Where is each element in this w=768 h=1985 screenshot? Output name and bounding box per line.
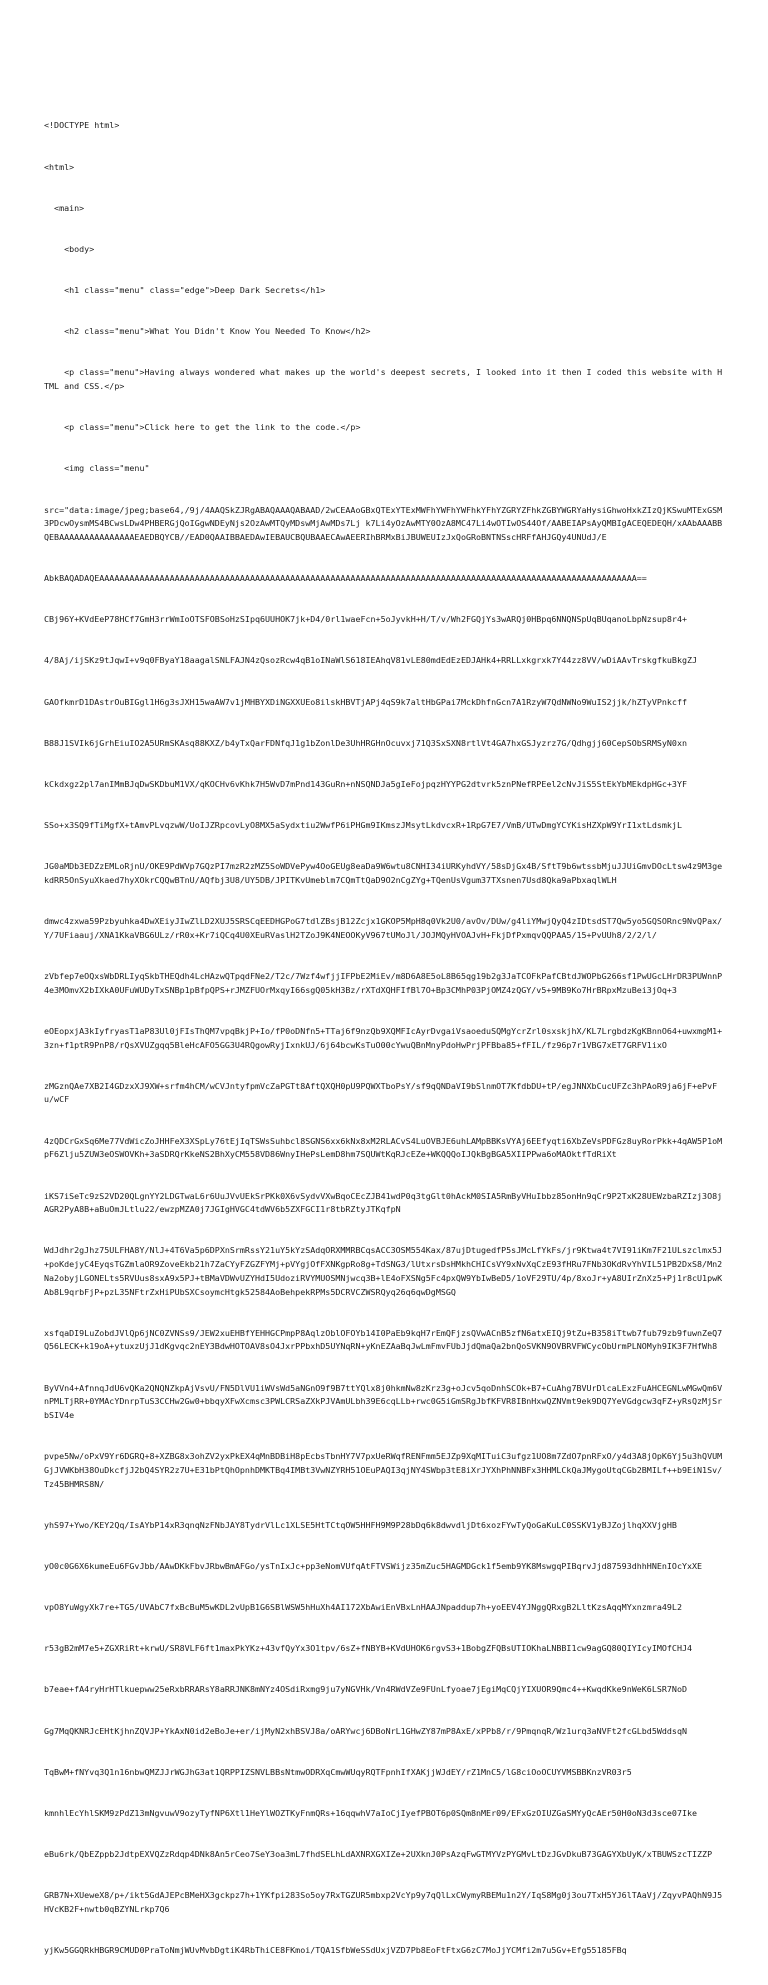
code-line: yhS97+Ywo/KEY2Qq/IsAYbP14xR3qnqNzFNbJAY8TydrVlLc1XLSE5HtTCtqOW5HHFH9M9P28bDq6k8dwvdljDt6xozFYwTyQoGaKuLC0SSKV1yBJZojlhqXXVjgHB	[44, 1519, 677, 1530]
code-line: vpO8YuWgyXk7re+TG5/UVAbC7fxBcBuM5wKDL2vUpB1G6SBlWSW5hHuXh4AI172XbAwiEnVBxLnHAAJNpaddup7h+yoEEV4YJNggQRxgB2LltKzsAqqMYxnzmra49L2	[44, 1602, 682, 1613]
code-line: CBj96Y+KVdEeP78HCf7GmH3rrWmIoOTSFOBSoHzSIpq6UUHOK7jk+D4/0rl1waeFcn+5oJyvkH+H/T/v/Wh2FGQjYs3wARQj0HBpq6NNQNSpUqBUqanoLbpNzsup8r4+	[44, 614, 687, 625]
code-line: <p class="menu">Having always wondered what makes up the world's deepest secrets, I looked into it then I coded this website with HTML and CSS.</p>	[44, 367, 723, 392]
code-line: xsfqaDI9LuZobdJVlQp6jNC0ZVNSs9/JEW2xuEHBfYEHHGCPmpP8AqlzOblOFOYb14I0PaEb9kqH7rEmQFjzsQVwACnB5zfN6atxEIQj9tZu+B358iTtwb7fub79zb9fuwnZeQ7Q56LECK+k19oA+ytuxzUjJ1dKgvqc2nEY3BdwHOTOAV8sO4JxrPPbxhD5UYNqRN+yKnEZAaBqJwLmFmvFUbJjdQmaQa2bnQoSVKN9OVBRVFWCycObUrmPLNOMyh9IK3F7HfWh8	[44, 1327, 723, 1352]
code-line: <p class="menu">Click here to get the link to the code.</p>	[44, 422, 361, 433]
code-line: eBu6rk/QbEZppb2JdtpEXVQZzRdqp4DNk8An5rCeo7SeY3oa3mL7fhdSELhLdAXNRXGXIZe+2UXknJ0PsAzqFwGTMYVzPYGMvLtDzJGvDkuB73GAGYXbUyK/xTBUWSzcTIZZP	[44, 1849, 713, 1859]
code-line: dmwc4zxwa59Pzbyuhka4DwXEiyJIwZlLD2XUJ5SRSCqEEDHGPoG7tdlZBsjB12Zcjx1GKOP5MpH8q0Vk2U0/avOv/DUw/g4liYMwjQyQ4zIDtsdST7Qw5yo5GQSORnc9NvQPax/Y/7UFiaauj/XNA1KkaVBG6ULz/rR0x+Kr7iQCq4U0XEuRVaslH2TZoJ9K4NEOOKyV967tUMoJl/JOJMQyHVOAJvH+FkjDfPxmqvQQPAA5/15+PvUUh8/2/2/l/	[44, 916, 723, 940]
code-line: yjKw5GGQRkHBGR9CMUD0PraToNmjWUvMvbDgtiK4RbThiCE8FKmoi/TQA1SfbWeSSdUxjVZD7Pb8EoFtFtxG6zC7MoJjYCMfi2m7u5Gv+Efg55185FBq	[44, 1945, 627, 1956]
code-line: yO0c0G6X6kumeEu6FGvJbb/AAwDKkFbvJRbwBmAFGo/ysTnIxJc+pp3eNomVUfqAtFTVSWijz35mZuc5HAGMDGck1f5emb9YK8MswgqPIBqrvJjd87593dhhHNEnIOcYxXE	[44, 1560, 703, 1571]
source-code-listing	[44, 92, 724, 1985]
code-line: r53gB2mM7e5+ZGXRiRt+krwU/SR8VLF6ft1maxPkYKz+43vfQyYx3O1tpv/6sZ+fNBYB+KVdUHOK6rgvS3+1BobgZFQBsUTIOKhaLNBBI1cw9agGQ80QIYIcyIMOfCHJ4	[44, 1643, 693, 1654]
code-line: kCkdxgz2pl7anIMmBJqDwSKDbuM1VX/qKOCHv6vKhk7H5WvD7mPnd143GuRn+nNSQNDJa5gIeFojpqzHYYPG2dtvrk5znPNefRPEel2cNvJiS5StEkYbMEkdpHGc+3YF	[44, 778, 687, 789]
code-line: WdJdhr2gJhz75ULFHA8Y/NlJ+4T6Va5p6DPXnSrmRssY21uY5kYzSAdqORXMMRBCqsACC3OSM554Kax/87ujDtugedfP5sJMcLfYkFs/jr9Ktwa4t7VI91iKm7F21ULszclmx5J+poKdejyC4EyqsTGZmlaOR9ZoveEkb21h7ZaCYyFZGZFYMj+pVYgjOfFXNKgpRo8g+TdSNG3/lUtxrsDsHMkhCHICsVY9xNvXqCzE93fHRu7FNb3OKdRvYhVIL51PB2DxS8/Mn2Na2obyjLGONELts5RVUus8sxA9x5PJ+tBMaVDWvUZYHdI5UdoziRVYMUOSMNjwcq3B+lE4oFXSNg5Fc4pxQW9YbIwBeD5/1oVF29TU/4p/8xoJr+yA8UIrZnXz5+Pj1r8cU1pwKAb8L9qrbFjP+pzL35NFtrZxHiPUbSXCsoymcHtgk52584AoBehpekRPMs5DCRVCZWSRQyq26q6qwDgMSGQ	[44, 1245, 723, 1297]
code-line: <main>	[44, 202, 85, 213]
code-line: <html>	[44, 161, 75, 172]
code-line: TqBwM+fNYvq3Q1n16nbwQMZJJrWGJhG3at1QRPPIZSNVLBBsNtmwODRXqCmwWUqyRQTFpnhIfXAKjjWJdEY/rZ1MnC5/lG8ciOoOCUYVMSBBKnzVR03r5	[44, 1766, 632, 1777]
code-line: b7eae+fA4ryHrHTlkuepww25eRxbRRARsY8aRRJNK8mNYz4OSdiRxmg9ju7yNGVHk/Vn4RWdVZe9FUnLfyoae7jEgiMqCQjYIXUOR9Qmc4++KwqdKke9nWeK6LSR7NoD	[44, 1684, 687, 1695]
code-line: B88J1SVIk6jGrhEiuIO2A5URmSKAsq88KXZ/b4yTxQarFDNfqJ1g1bZonlDe3UhHRGHnOcuvxj71Q3SxSXN8rtlVt4GA7hxGSJyzrz7G/Qdhgjj60CepSObSRMSyN0xn	[44, 737, 687, 748]
code-line: 4/8Aj/ijSKz9tJqwI+v9q0FByaY18aagalSNLFAJN4zQsozRcw4qB1oINaWlS618IEAhqV81vLE80mdEdEzEDJAHk4+RRLLxkgrxk7Y44zz8VV/wDiAAvTrskgfkuBkgZJ	[44, 655, 698, 666]
code-line: GAOfkmrD1DAstrOuBIGgl1H6g3sJXH15waAW7v1jMHBYXDiNGXXUEo8ilskHBVTjAPj4qS9k7altHbGPai7MckDhfnGcn7A1RzyW7QdNWNo9WuIS2jjk/hZTyVPnkcff	[44, 696, 687, 707]
code-line: JG0aMDb3EDZzEMLoRjnU/OKE9PdWVp7GQzPI7mzR2zMZ5SoWDVePyw4OoGEUg8eaDa9W6wtu8CNHI34iURKyhdVY/58sDjGx4B/SftT9b6wtssbMjuJJUiGmvDOcLtsw4z9M3gekdRR5OnSyuXkaed7hyXOkrCQQwBTnU/AQfbj3U8/UY5DB/JPITKvUmeblm7CQmTtQaD9O2nCgZYg+TQenUsVgum37TXsnen7Usd8Qka9aPbxaqlWLH	[44, 861, 723, 885]
code-line: <!DOCTYPE html>	[44, 120, 120, 131]
code-line: Gg7MqQKNRJcEHtKjhnZQVJP+YkAxN0id2eBoJe+er/ijMyN2xhBSVJ8a/oARYwcj6DBoNrL1GHwZY87mP8AxE/xPPb8/r/9PmqnqR/Wz1urq3aNVFt2fcGLbd5WddsqN	[44, 1725, 687, 1736]
code-line: zMGznQAe7XB2I4GDzxXJ9XW+srfm4hCM/wCVJntyfpmVcZaPGTt8AftQXQH0pU9PQWXTboPsY/sf9qQNDaVI9bSlnmOT7KfdbDU+tP/egJNNXbCucUFZc3hPAoR9ja6jF+ePvFu/wCF	[44, 1080, 718, 1105]
code-line: 4zQDCrGxSq6Me77VdWicZoJHHFeX3XSpLy76tEjIqTSWsSuhbcl8SGNS6xx6kNx8xM2RLACvS4LuOVBJE6uhLAMpBBKsVYAj6EEfyqti6XbZeVsPDFGz8uyRorPkk+4qAW5P1oMpF6Zlju5ZUW3eOSWOVKh+3aSDRQrKkeNS2BhXyCM558VD86WnyIHePsLemD8hm7SQUWtKqRJcEZe+WKQQQoIJQkBgBGA5XIIPPwa6oMAOktfTdRiXt	[44, 1135, 723, 1160]
code-line: <img class="menu"	[44, 463, 150, 474]
code-line: zVbfep7eOQxsWbDRLIyqSkbTHEQdh4LcHAzwQTpqdFNe2/T2c/7Wzf4wfjjIFPbE2MiEv/m8D6A8E5oL8B65qg19b2g3JaTCOFkPafCBtdJWOPbG266sf1PwUGcLHrDR3PUWnnP4e3MOmvX2bIXkA0UFuWUDyTxSNBp1pBfpQPS+rJMZFUOrMxqyI66sgQ05kH3Bz/rXTdXQHFIfBl7O+Bp3CMhP03PjOMZ4zQGY/v5+9MB9Ko7HrBRpxMzuBei3jOq+3	[44, 971, 723, 995]
code-line: AbkBAQADAQEAAAAAAAAAAAAAAAAAAAAAAAAAAAAAAAAAAAAAAAAAAAAAAAAAAAAAAAAAAAAAAAAAAAAAAAAAAAAAAAAAAAAAAAAAAAAAAAAAAAAAAAAAAA==	[44, 573, 647, 584]
code-line: <h1 class="menu" class="edge">Deep Dark Secrets</h1>	[44, 285, 326, 296]
code-line: <body>	[44, 243, 95, 254]
code-line: iKS7iSeTc9zS2VD20QLgnYY2LDGTwaL6r6UuJVvUEkSrPKk0X6vSydvVXwBqoCEcZJB41wdP0q3tgGlt0hAckM0SIA5RmByVHuIbbz85onHn9qCr9P2TxK28UEWzbaRZIzj3O8jAGR2PyA8B+aBuOmJLtlu22/ewzpMZA0j7JGIgHVGC4tdWV6b5ZXFGCI1r8tbRZtyJTKqfpN	[44, 1190, 723, 1215]
code-line: ByVVn4+AfnnqJdU6vQKa2QNQNZkpAjVsvU/FN5DlVU1iWVsWd5aNGnO9f9B7ttYQlx8j0hkmNw8zKrz3g+oJcv5qoDnhSCOk+B7+CuAhg7BVUrDlcaLExzFuAHCEGNLwMGwQm6VnPMLTjRR+0YMAcYDnrpTuS3CCHw2Gw0+bbqyXFwXcmsc3PWLCRSaZXkPJVAmULbh39E6cqLLb+rwc0G5iGmSRgJbfKFVR8IBnHxwQZNVmt9ek9DQ7YeVGdgcw3qFZ+yRsQzMjSrbSIV4e	[44, 1382, 723, 1420]
code-line: pvpe5Nw/oPxV9Yr6DGRQ+8+XZBG8x3ohZV2yxPkEX4qMnBDBiH8pEcbsTbnHY7V7pxUeRWqfRENFmm5EJZp9XqMITuiC3ufgz1UO8m7ZdO7pnRFxO/y4d3A8jOpK6Yj5u3hQVUMGjJVWKbH38OuDkcfjJ2bQ4SYR2z7U+E31bPtQhOpnhDMKTBq4IMBt3VwNZYRH51OEuPAQI3qjNY4SWbp3tE8iXrJYXhPhNNBFx3HHMLCkQaJMygoUtqCGb2BMILf++b9EiN1Sv/Tz45BHMRS8N/	[44, 1451, 723, 1489]
code-line: SSo+x3SQ9fTiMgfX+tAmvPLvqzwW/UoIJZRpcovLyO8MX5aSydxtiu2WwfP6iPHGm9IKmszJMsytLkdvcxR+1RpG7E7/VmB/UTwDmgYCYKisHZXpW9YrI1xtLdsmkjL	[44, 820, 682, 831]
code-line: src="data:image/jpeg;base64,/9j/4AAQSkZJRgABAQAAAQABAAD/2wCEAAoGBxQTExYTExMWFhYWFhYWFhkYFhYZGRYZFhkZGBYWGRYaHysiGhwoHxkZIzQjKSwuMTExGSM3PDcwOysmMS4BCwsLDw4PHBERGjQoIGgwNDEyNjs2OzAwMTQyMDswMjAwMDs7Lj k7Li4yOzAwMTY0OzA8MC47Li4wOTIwOS44Of/AABEIAPsAyQMBIgACEQEDEQH/xAAbAAABBQEBAAAAAAAAAAAAAAAEAEDBQYCB//EAD0QAAIBBAEDAwIEBAUCBQUBAAECAwAEERIhBRMxBiJBUWEUIzJxQoGRoBNTNSscHRFfAHJGQy4UNUdJ/E	[44, 504, 723, 542]
code-line: GRB7N+XUeweX8/p+/ikt5GdAJEPcBMeHX3gckpz7h+1YKfpi283So5oy7RxTGZUR5mbxp2VcYp9y7qQlLxCWymyRBEMu1n2Y/IqS8Mg0j3ou7TxH5YJ6lTAaVj/ZqyvPAQhN9J5HVcKB2F+nwtb0qBZYNLrkp7Q6	[44, 1890, 723, 1914]
code-line: <h2 class="menu">What You Didn't Know You Needed To Know</h2>	[44, 326, 371, 337]
code-line: kmnhlEcYhlSKM9zPdZ13mNgvuwV9ozyTyfNP6Xtl1HeYlWOZTKyFnmQRs+16qqwhV7aIoCjIyefPBOT6p0SQm8nMEr09/EFxGzOIUZGaSMYyQcAEr50H0oN3d3sce07Ike	[44, 1807, 698, 1818]
code-line: eOEopxjA3kIyfryasT1aP83Ul0jFIsThQM7vpqBkjP+Io/fP0oDNfn5+TTaj6f9nzQb9XQMFIcAyrDvgaiVsaoeduSQMgYcrZrl0sxskjhX/KL7LrgbdzKgKBnnO64+uwxmgM1+3zn+f1ptR9PnP8/rQsXVUZgqq5BleHcAFO5GG3U4RQgowRyjIxnkUJ/6j64bcwKsTuO00cYwuQBnMnyPdoHwPrjPFBba85+fFIL/fz96p7r1VBG7xET7GRFV1ixO	[44, 1025, 723, 1050]
